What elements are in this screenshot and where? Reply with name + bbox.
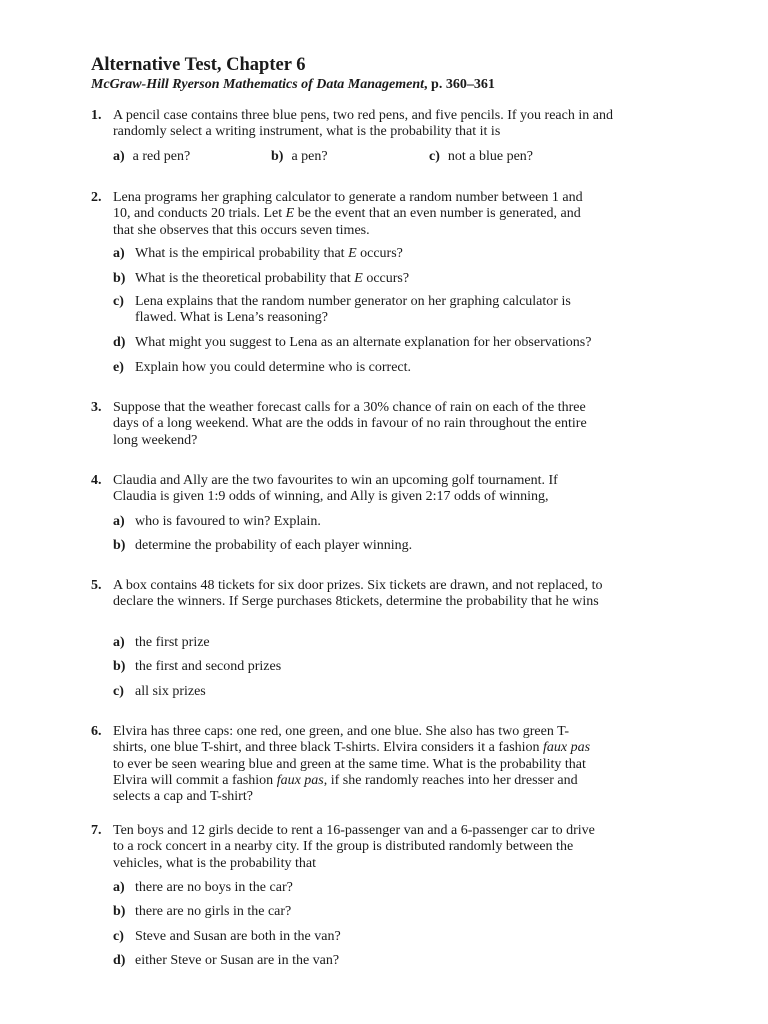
part-text: Lena explains that the random number generator on her graphing calculator is flawed. What is Lena’s reasoning? (135, 294, 571, 326)
question-number: 7. (91, 823, 102, 838)
question-1 (91, 108, 621, 141)
stem-italic-term: faux pas (543, 740, 591, 756)
part-text: all six prizes (135, 684, 206, 699)
question-1-part-a (113, 149, 190, 165)
question-2-part-e (113, 360, 613, 376)
part-text (135, 271, 613, 287)
question-4 (91, 473, 591, 506)
question-number: 5. (91, 578, 102, 593)
question-stem: Suppose that the weather forecast calls for a 30% chance of rain on each of the three days of a long weekend. What are the odds in favour of no rain throughout the entire long weekend? (113, 400, 587, 448)
question-number: 3. (91, 400, 102, 415)
part-text: not a blue pen? (447, 149, 534, 164)
stem-italic-term: faux pas (276, 772, 324, 788)
stem-text: be the event that an even number is generated, and that she observes that this occurs seven times. (113, 206, 581, 238)
part-text: the first and second prizes (135, 659, 282, 674)
question-stem (113, 190, 591, 239)
stem-text: Elvira has three caps: one red, one green, and one blue. She also has two green T-shirts, one blue T-shirt, and three black T-shirts. Elvira considers it a fashion (113, 724, 570, 756)
part-label: a) (113, 880, 125, 895)
part-text: there are no girls in the car? (135, 904, 292, 919)
stem-variable: E (285, 206, 295, 222)
part-label: a) (113, 246, 125, 261)
part-label: b) (113, 659, 126, 674)
part-text: there are no boys in the car? (135, 880, 293, 895)
part-label: d) (113, 953, 126, 968)
question-number: 2. (91, 190, 102, 205)
part-label: b) (113, 538, 126, 553)
part-text-segment: What is the empirical probability that (135, 246, 349, 261)
question-number: 6. (91, 724, 102, 739)
subtitle-pages: , p. 360–361 (424, 77, 495, 92)
page-subtitle (91, 77, 495, 93)
part-text-segment: occurs? (362, 271, 410, 286)
part-text-segment: occurs? (356, 246, 403, 261)
question-2-part-c (113, 294, 573, 327)
question-2-part-b (113, 271, 613, 287)
part-text: Explain how you could determine who is correct. (135, 360, 412, 375)
part-label: a) (113, 635, 125, 650)
question-7-part-d (113, 953, 613, 969)
question-2-part-a (113, 246, 613, 262)
part-label: b) (113, 271, 126, 286)
part-label: b) (113, 904, 126, 919)
part-text: Steve and Susan are both in the van? (135, 929, 341, 944)
question-7 (91, 823, 596, 872)
question-4-part-a (113, 514, 613, 530)
part-text: either Steve or Susan are in the van? (135, 953, 340, 968)
part-label: b) (271, 149, 284, 164)
part-text: the first prize (135, 635, 210, 650)
question-stem: Claudia and Ally are the two favourites to win an upcoming golf tournament. If Claudia is given 1:9 odds of winning, and Ally is given 2:17 odds of winning, (113, 473, 558, 505)
part-text: a pen? (291, 149, 328, 164)
question-2-part-d (113, 335, 613, 351)
question-stem: Ten boys and 12 girls decide to rent a 16-passenger van and a 6-passenger car to drive to a rock concert in a nearby city. If the group is distributed randomly between the vehicles, what is the probability that (113, 823, 595, 871)
part-label: c) (113, 929, 124, 944)
stem-text: Lena programs her graphing calculator to generate a random number between 1 and 10, and conducts 20 trials. Let (113, 190, 583, 222)
part-text-segment: What is the theoretical probability that (135, 271, 355, 286)
question-7-part-a (113, 880, 613, 896)
question-5-part-a (113, 635, 613, 651)
part-label: e) (113, 360, 124, 375)
part-variable: E (348, 246, 357, 261)
question-4-part-b (113, 538, 613, 554)
question-stem: A box contains 48 tickets for six door prizes. Six tickets are drawn, and not replaced, to declare the winners. If Serge purchases 8tickets, determine the probability that he wins (113, 578, 603, 610)
question-7-part-b (113, 904, 613, 920)
page-title: Alternative Test, Chapter 6 (91, 55, 306, 75)
part-label: c) (113, 294, 124, 309)
question-number: 1. (91, 108, 102, 123)
question-number: 4. (91, 473, 102, 488)
question-3 (91, 400, 596, 449)
part-label: d) (113, 335, 126, 350)
question-5 (91, 578, 611, 611)
question-1-part-c (429, 149, 533, 165)
question-6 (91, 724, 591, 805)
part-text: What might you suggest to Lena as an alternate explanation for her observations? (135, 335, 592, 350)
part-label: c) (113, 684, 124, 699)
part-text: who is favoured to win? Explain. (135, 514, 321, 529)
question-2 (91, 190, 591, 239)
part-label: a) (113, 514, 125, 529)
stem-text: , if she randomly reaches into her dresser and selects a cap and T-shirt? (113, 772, 578, 805)
question-5-part-b (113, 659, 613, 675)
question-5-part-c (113, 684, 613, 700)
subtitle-book-title: McGraw-Hill Ryerson Mathematics of Data Management (91, 77, 425, 92)
part-label: a) (113, 149, 125, 164)
question-1-part-b (271, 149, 328, 165)
question-stem: A pencil case contains three blue pens, two red pens, and five pencils. If you reach in and randomly select a writing instrument, what is the probability that it is (113, 108, 613, 140)
part-text (135, 246, 613, 262)
stem-text: to ever be seen wearing blue and green at the same time. What is the probability that Elvira will commit a fashion (113, 756, 586, 788)
part-text: a red pen? (132, 149, 191, 164)
part-label: c) (429, 149, 440, 164)
part-text: determine the probability of each player winning. (135, 538, 413, 553)
question-7-part-c (113, 929, 613, 945)
question-stem (113, 724, 591, 805)
part-variable: E (354, 271, 363, 286)
